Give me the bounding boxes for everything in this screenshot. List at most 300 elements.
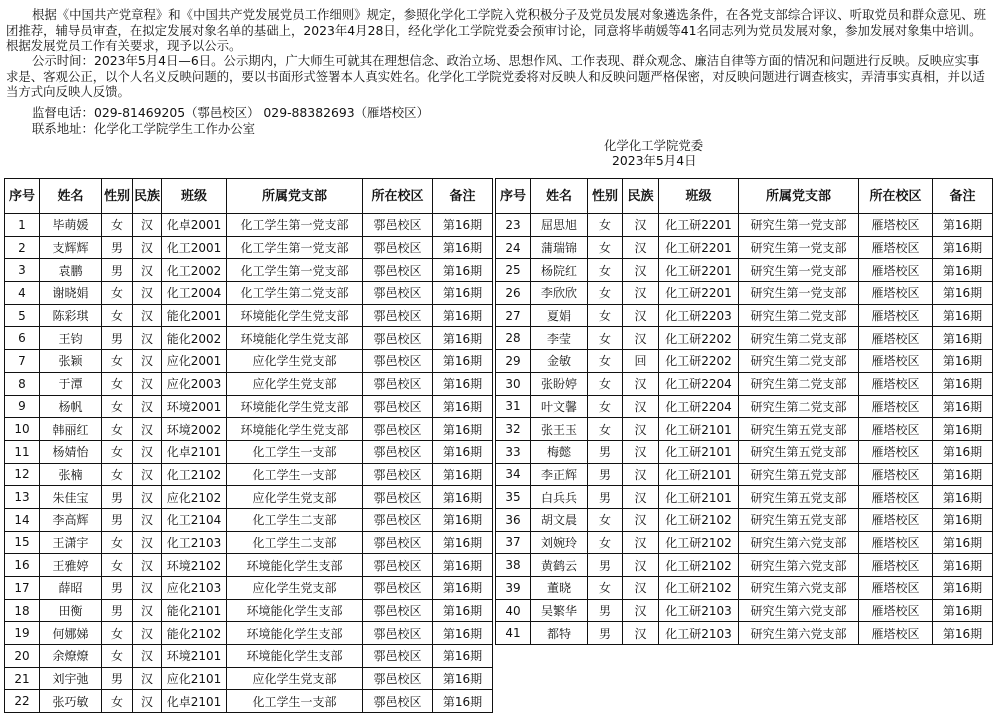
cell-party-branch: 研究生第六党支部 xyxy=(739,554,859,577)
cell-campus: 鄠邑校区 xyxy=(363,463,433,486)
header-gender: 性别 xyxy=(588,179,623,214)
cell-class: 化工研2201 xyxy=(659,214,739,237)
cell-name: 夏娟 xyxy=(531,304,588,327)
cell-index: 12 xyxy=(5,463,40,486)
cell-ethnicity: 汉 xyxy=(133,667,162,690)
cell-index: 38 xyxy=(496,554,531,577)
cell-campus: 鄠邑校区 xyxy=(363,690,433,713)
cell-campus: 雁塔校区 xyxy=(859,395,933,418)
cell-party-branch: 研究生第五党支部 xyxy=(739,463,859,486)
cell-campus: 雁塔校区 xyxy=(859,508,933,531)
table-row xyxy=(496,599,993,622)
table-row xyxy=(5,622,493,645)
cell-class: 环境2101 xyxy=(162,645,227,668)
cell-index: 13 xyxy=(5,486,40,509)
cell-ethnicity: 汉 xyxy=(133,236,162,259)
table-row xyxy=(496,350,993,373)
cell-campus: 鄠邑校区 xyxy=(363,418,433,441)
signature-organization: 化学化工学院党委 xyxy=(604,138,704,153)
cell-gender: 男 xyxy=(102,599,133,622)
cell-name: 王钧 xyxy=(40,327,102,350)
cell-class: 应化2101 xyxy=(162,667,227,690)
cell-party-branch: 研究生第一党支部 xyxy=(739,236,859,259)
cell-remark: 第16期 xyxy=(933,508,993,531)
cell-party-branch: 化工学生一支部 xyxy=(227,690,363,713)
cell-party-branch: 研究生第六党支部 xyxy=(739,622,859,645)
cell-class: 能化2002 xyxy=(162,327,227,350)
cell-class: 化工2004 xyxy=(162,282,227,305)
cell-ethnicity: 汉 xyxy=(133,440,162,463)
cell-campus: 鄠邑校区 xyxy=(363,599,433,622)
header-ethnicity: 民族 xyxy=(623,179,659,214)
cell-name: 王潇宇 xyxy=(40,531,102,554)
cell-class: 应化2003 xyxy=(162,372,227,395)
cell-party-branch: 环境能化学生支部 xyxy=(227,554,363,577)
cell-index: 40 xyxy=(496,599,531,622)
header-name: 姓名 xyxy=(40,179,102,214)
cell-class: 化工研2103 xyxy=(659,622,739,645)
cell-gender: 女 xyxy=(102,350,133,373)
cell-party-branch: 环境能化学生党支部 xyxy=(227,395,363,418)
cell-index: 10 xyxy=(5,418,40,441)
table-row xyxy=(496,440,993,463)
cell-remark: 第16期 xyxy=(933,554,993,577)
table-row xyxy=(5,259,493,282)
table-row xyxy=(5,440,493,463)
cell-name: 于潭 xyxy=(40,372,102,395)
cell-name: 余燎燎 xyxy=(40,645,102,668)
cell-remark: 第16期 xyxy=(433,577,493,600)
cell-name: 叶文馨 xyxy=(531,395,588,418)
cell-index: 37 xyxy=(496,531,531,554)
cell-index: 16 xyxy=(5,554,40,577)
cell-gender: 女 xyxy=(588,282,623,305)
cell-ethnicity: 汉 xyxy=(623,599,659,622)
cell-campus: 鄠邑校区 xyxy=(363,645,433,668)
cell-ethnicity: 汉 xyxy=(133,418,162,441)
cell-ethnicity: 汉 xyxy=(133,372,162,395)
cell-party-branch: 研究生第五党支部 xyxy=(739,486,859,509)
cell-party-branch: 环境能化学生党支部 xyxy=(227,327,363,350)
cell-campus: 雁塔校区 xyxy=(859,282,933,305)
cell-gender: 女 xyxy=(102,690,133,713)
signature-date: 2023年5月4日 xyxy=(612,153,697,168)
cell-name: 董晓 xyxy=(531,577,588,600)
table-row xyxy=(5,395,493,418)
cell-campus: 雁塔校区 xyxy=(859,327,933,350)
cell-class: 环境2102 xyxy=(162,554,227,577)
cell-party-branch: 环境能化学生支部 xyxy=(227,622,363,645)
cell-remark: 第16期 xyxy=(933,418,993,441)
cell-index: 9 xyxy=(5,395,40,418)
cell-class: 化工研2204 xyxy=(659,395,739,418)
cell-name: 张王玉 xyxy=(531,418,588,441)
cell-index: 20 xyxy=(5,645,40,668)
cell-class: 应化2102 xyxy=(162,486,227,509)
cell-gender: 女 xyxy=(102,645,133,668)
cell-remark: 第16期 xyxy=(933,531,993,554)
cell-campus: 鄠邑校区 xyxy=(363,372,433,395)
cell-index: 28 xyxy=(496,327,531,350)
header-index: 序号 xyxy=(496,179,531,214)
table-row xyxy=(5,372,493,395)
cell-ethnicity: 汉 xyxy=(623,622,659,645)
cell-name: 杨院红 xyxy=(531,259,588,282)
cell-campus: 雁塔校区 xyxy=(859,554,933,577)
cell-ethnicity: 汉 xyxy=(623,372,659,395)
table-row xyxy=(496,304,993,327)
cell-remark: 第16期 xyxy=(433,350,493,373)
cell-gender: 男 xyxy=(588,599,623,622)
cell-index: 32 xyxy=(496,418,531,441)
cell-index: 21 xyxy=(5,667,40,690)
cell-index: 18 xyxy=(5,599,40,622)
cell-campus: 雁塔校区 xyxy=(859,440,933,463)
cell-class: 能化2101 xyxy=(162,599,227,622)
header-remark: 备注 xyxy=(933,179,993,214)
cell-campus: 雁塔校区 xyxy=(859,577,933,600)
cell-campus: 雁塔校区 xyxy=(859,486,933,509)
cell-name: 黄鹤云 xyxy=(531,554,588,577)
cell-remark: 第16期 xyxy=(433,236,493,259)
cell-class: 化卓2001 xyxy=(162,214,227,237)
cell-class: 化工研2102 xyxy=(659,531,739,554)
cell-gender: 女 xyxy=(102,463,133,486)
cell-ethnicity: 汉 xyxy=(623,577,659,600)
cell-class: 化工研2202 xyxy=(659,327,739,350)
header-index: 序号 xyxy=(5,179,40,214)
cell-class: 化工研2101 xyxy=(659,486,739,509)
cell-ethnicity: 汉 xyxy=(623,259,659,282)
cell-class: 化工研2102 xyxy=(659,577,739,600)
cell-name: 都特 xyxy=(531,622,588,645)
cell-party-branch: 应化学生党支部 xyxy=(227,486,363,509)
cell-name: 刘婉玲 xyxy=(531,531,588,554)
cell-party-branch: 环境能化学生支部 xyxy=(227,645,363,668)
cell-ethnicity: 汉 xyxy=(623,236,659,259)
cell-name: 毕萌媛 xyxy=(40,214,102,237)
cell-campus: 鄠邑校区 xyxy=(363,577,433,600)
cell-remark: 第16期 xyxy=(433,508,493,531)
cell-gender: 女 xyxy=(102,304,133,327)
cell-name: 屈思旭 xyxy=(531,214,588,237)
cell-index: 27 xyxy=(496,304,531,327)
cell-gender: 女 xyxy=(102,531,133,554)
cell-index: 11 xyxy=(5,440,40,463)
cell-class: 化工2002 xyxy=(162,259,227,282)
table-row xyxy=(496,554,993,577)
cell-party-branch: 应化学生党支部 xyxy=(227,667,363,690)
cell-index: 41 xyxy=(496,622,531,645)
cell-ethnicity: 汉 xyxy=(623,395,659,418)
cell-class: 应化2103 xyxy=(162,577,227,600)
cell-remark: 第16期 xyxy=(433,395,493,418)
cell-party-branch: 研究生第一党支部 xyxy=(739,259,859,282)
cell-class: 化工研2203 xyxy=(659,304,739,327)
cell-remark: 第16期 xyxy=(433,282,493,305)
cell-ethnicity: 汉 xyxy=(133,486,162,509)
cell-remark: 第16期 xyxy=(933,463,993,486)
cell-remark: 第16期 xyxy=(933,372,993,395)
cell-class: 化工研2101 xyxy=(659,463,739,486)
cell-index: 7 xyxy=(5,350,40,373)
cell-name: 袁鹏 xyxy=(40,259,102,282)
table-row xyxy=(5,350,493,373)
cell-gender: 女 xyxy=(102,372,133,395)
cell-remark: 第16期 xyxy=(933,236,993,259)
cell-class: 能化2102 xyxy=(162,622,227,645)
cell-name: 杨婧怡 xyxy=(40,440,102,463)
cell-gender: 女 xyxy=(588,372,623,395)
header-campus: 所在校区 xyxy=(363,179,433,214)
cell-name: 梅懿 xyxy=(531,440,588,463)
cell-gender: 女 xyxy=(588,508,623,531)
header-campus: 所在校区 xyxy=(859,179,933,214)
cell-class: 化工研2102 xyxy=(659,554,739,577)
cell-index: 15 xyxy=(5,531,40,554)
cell-campus: 雁塔校区 xyxy=(859,622,933,645)
cell-class: 化工研2103 xyxy=(659,599,739,622)
cell-remark: 第16期 xyxy=(433,463,493,486)
cell-ethnicity: 汉 xyxy=(133,350,162,373)
table-row xyxy=(5,418,493,441)
cell-ethnicity: 汉 xyxy=(623,418,659,441)
header-party-branch: 所属党支部 xyxy=(739,179,859,214)
notice-paragraph-1: 根据《中国共产党章程》和《中国共产党发展党员工作细则》规定，参照化学化工学院入党积极分子及党员发展对象遴选条件，在各党支部综合评议、听取党员和群众意见、班团推荐，辅导员审查，在拟定发展对象名单的基础上，2023年4月28日，经化学化工学院党委会预审讨论，同意将毕萌媛等41名同志列为党员发展对象，参加发展对象集中培训。根据发展党员工作有关要求，现予以公示。 xyxy=(6,7,987,53)
table-row xyxy=(5,599,493,622)
cell-index: 3 xyxy=(5,259,40,282)
cell-campus: 鄠邑校区 xyxy=(363,304,433,327)
cell-name: 蒲瑞锦 xyxy=(531,236,588,259)
cell-name: 陈彩琪 xyxy=(40,304,102,327)
cell-remark: 第16期 xyxy=(433,622,493,645)
cell-name: 李高辉 xyxy=(40,508,102,531)
cell-party-branch: 研究生第二党支部 xyxy=(739,395,859,418)
cell-ethnicity: 汉 xyxy=(133,645,162,668)
cell-index: 36 xyxy=(496,508,531,531)
header-ethnicity: 民族 xyxy=(133,179,162,214)
cell-index: 19 xyxy=(5,622,40,645)
cell-class: 化工研2204 xyxy=(659,372,739,395)
cell-name: 王雅婷 xyxy=(40,554,102,577)
cell-campus: 雁塔校区 xyxy=(859,259,933,282)
cell-gender: 女 xyxy=(102,214,133,237)
cell-ethnicity: 汉 xyxy=(133,395,162,418)
cell-ethnicity: 汉 xyxy=(623,440,659,463)
cell-index: 23 xyxy=(496,214,531,237)
cell-class: 应化2001 xyxy=(162,350,227,373)
cell-name: 张楠 xyxy=(40,463,102,486)
cell-remark: 第16期 xyxy=(433,690,493,713)
cell-ethnicity: 汉 xyxy=(623,463,659,486)
cell-campus: 雁塔校区 xyxy=(859,350,933,373)
cell-gender: 男 xyxy=(588,622,623,645)
cell-campus: 雁塔校区 xyxy=(859,236,933,259)
table-row xyxy=(5,463,493,486)
cell-ethnicity: 汉 xyxy=(133,690,162,713)
cell-index: 5 xyxy=(5,304,40,327)
cell-ethnicity: 汉 xyxy=(133,327,162,350)
cell-campus: 雁塔校区 xyxy=(859,372,933,395)
cell-campus: 鄠邑校区 xyxy=(363,440,433,463)
cell-index: 24 xyxy=(496,236,531,259)
header-name: 姓名 xyxy=(531,179,588,214)
cell-remark: 第16期 xyxy=(433,259,493,282)
header-gender: 性别 xyxy=(102,179,133,214)
cell-ethnicity: 汉 xyxy=(133,214,162,237)
cell-index: 4 xyxy=(5,282,40,305)
cell-gender: 男 xyxy=(102,486,133,509)
cell-campus: 鄠邑校区 xyxy=(363,236,433,259)
cell-campus: 鄠邑校区 xyxy=(363,622,433,645)
table-row xyxy=(5,508,493,531)
cell-name: 谢晓娟 xyxy=(40,282,102,305)
table-row xyxy=(496,622,993,645)
cell-name: 张颖 xyxy=(40,350,102,373)
cell-gender: 女 xyxy=(102,282,133,305)
table-row xyxy=(5,214,493,237)
cell-index: 31 xyxy=(496,395,531,418)
cell-name: 薛昭 xyxy=(40,577,102,600)
cell-ethnicity: 汉 xyxy=(133,554,162,577)
cell-remark: 第16期 xyxy=(433,372,493,395)
cell-party-branch: 化工学生第二党支部 xyxy=(227,282,363,305)
cell-gender: 女 xyxy=(102,622,133,645)
cell-class: 化工研2101 xyxy=(659,440,739,463)
cell-index: 8 xyxy=(5,372,40,395)
cell-ethnicity: 汉 xyxy=(623,282,659,305)
cell-gender: 女 xyxy=(588,395,623,418)
cell-class: 环境2002 xyxy=(162,418,227,441)
cell-index: 33 xyxy=(496,440,531,463)
cell-class: 环境2001 xyxy=(162,395,227,418)
table-row xyxy=(5,327,493,350)
cell-gender: 女 xyxy=(588,327,623,350)
cell-ethnicity: 汉 xyxy=(623,531,659,554)
cell-index: 14 xyxy=(5,508,40,531)
contact-address: 联系地址：化学化工学院学生工作办公室 xyxy=(32,121,256,136)
cell-party-branch: 环境能化学生党支部 xyxy=(227,418,363,441)
cell-party-branch: 应化学生党支部 xyxy=(227,577,363,600)
cell-party-branch: 研究生第二党支部 xyxy=(739,304,859,327)
cell-gender: 女 xyxy=(588,350,623,373)
cell-gender: 女 xyxy=(588,236,623,259)
cell-index: 39 xyxy=(496,577,531,600)
notice-text-block xyxy=(0,0,996,178)
cell-class: 能化2001 xyxy=(162,304,227,327)
table-row xyxy=(5,531,493,554)
cell-class: 化工2001 xyxy=(162,236,227,259)
cell-name: 李欣欣 xyxy=(531,282,588,305)
cell-ethnicity: 汉 xyxy=(133,622,162,645)
cell-class: 化工2104 xyxy=(162,508,227,531)
cell-remark: 第16期 xyxy=(433,599,493,622)
cell-remark: 第16期 xyxy=(933,440,993,463)
cell-gender: 男 xyxy=(102,508,133,531)
cell-index: 1 xyxy=(5,214,40,237)
cell-party-branch: 研究生第五党支部 xyxy=(739,508,859,531)
cell-gender: 女 xyxy=(102,554,133,577)
cell-ethnicity: 汉 xyxy=(623,554,659,577)
cell-name: 白兵兵 xyxy=(531,486,588,509)
cell-campus: 鄠邑校区 xyxy=(363,350,433,373)
table-row xyxy=(496,463,993,486)
table-row xyxy=(5,690,493,713)
cell-index: 34 xyxy=(496,463,531,486)
cell-campus: 鄠邑校区 xyxy=(363,327,433,350)
cell-campus: 鄠邑校区 xyxy=(363,508,433,531)
cell-party-branch: 研究生第五党支部 xyxy=(739,418,859,441)
cell-remark: 第16期 xyxy=(933,304,993,327)
cell-class: 化工研2201 xyxy=(659,259,739,282)
cell-campus: 鄠邑校区 xyxy=(363,214,433,237)
cell-gender: 女 xyxy=(588,418,623,441)
cell-remark: 第16期 xyxy=(433,214,493,237)
cell-class: 化工研2202 xyxy=(659,350,739,373)
cell-name: 张巧敏 xyxy=(40,690,102,713)
table-row xyxy=(5,577,493,600)
cell-name: 支辉辉 xyxy=(40,236,102,259)
cell-gender: 男 xyxy=(588,440,623,463)
cell-ethnicity: 汉 xyxy=(133,577,162,600)
cell-party-branch: 研究生第一党支部 xyxy=(739,214,859,237)
cell-gender: 男 xyxy=(588,463,623,486)
supervision-phone: 监督电话：029-81469205（鄠邑校区） 029-88382693（雁塔校区） xyxy=(32,105,429,120)
cell-gender: 女 xyxy=(588,214,623,237)
table-row xyxy=(496,486,993,509)
cell-party-branch: 化工学生第一党支部 xyxy=(227,214,363,237)
cell-party-branch: 化工学生一支部 xyxy=(227,440,363,463)
candidate-table-left xyxy=(4,178,493,713)
cell-ethnicity: 汉 xyxy=(623,327,659,350)
cell-party-branch: 化工学生一支部 xyxy=(227,463,363,486)
cell-class: 化工研2201 xyxy=(659,236,739,259)
cell-remark: 第16期 xyxy=(433,531,493,554)
cell-name: 杨帆 xyxy=(40,395,102,418)
cell-campus: 鄠邑校区 xyxy=(363,486,433,509)
cell-gender: 女 xyxy=(102,440,133,463)
cell-gender: 男 xyxy=(588,486,623,509)
table-row xyxy=(496,214,993,237)
cell-campus: 鄠邑校区 xyxy=(363,554,433,577)
cell-campus: 雁塔校区 xyxy=(859,214,933,237)
header-class: 班级 xyxy=(659,179,739,214)
cell-remark: 第16期 xyxy=(933,350,993,373)
table-row xyxy=(496,577,993,600)
cell-index: 29 xyxy=(496,350,531,373)
table-row xyxy=(496,327,993,350)
cell-remark: 第16期 xyxy=(433,645,493,668)
cell-remark: 第16期 xyxy=(433,418,493,441)
cell-remark: 第16期 xyxy=(933,282,993,305)
cell-ethnicity: 汉 xyxy=(133,599,162,622)
cell-name: 金敏 xyxy=(531,350,588,373)
cell-index: 30 xyxy=(496,372,531,395)
cell-name: 田衡 xyxy=(40,599,102,622)
cell-name: 胡文晨 xyxy=(531,508,588,531)
cell-ethnicity: 汉 xyxy=(133,304,162,327)
cell-party-branch: 研究生第六党支部 xyxy=(739,577,859,600)
header-remark: 备注 xyxy=(433,179,493,214)
cell-campus: 鄠邑校区 xyxy=(363,395,433,418)
cell-index: 6 xyxy=(5,327,40,350)
cell-ethnicity: 汉 xyxy=(623,508,659,531)
cell-index: 22 xyxy=(5,690,40,713)
cell-remark: 第16期 xyxy=(933,599,993,622)
notice-paragraph-2: 公示时间：2023年5月4日—6日。公示期内，广大师生可就其在理想信念、政治立场、思想作风、工作表现、群众观念、廉洁自律等方面的情况和问题进行反映。反映应实事求是、客观公正，以个人名义反映问题的，要以书面形式签署本人真实姓名。化学化工学院党委将对反映人和反映问题严格保密，对反映问题进行调查核实，弄清事实真相，并以适当方式向反映人反馈。 xyxy=(6,53,985,99)
cell-name: 吴繁华 xyxy=(531,599,588,622)
cell-name: 李莹 xyxy=(531,327,588,350)
